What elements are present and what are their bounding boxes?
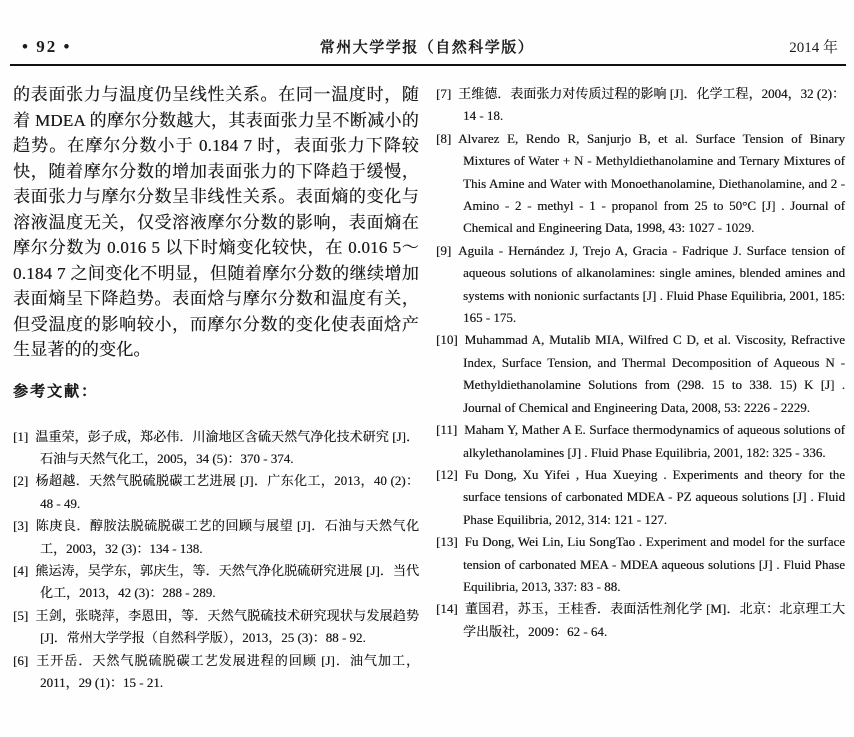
right-column bbox=[436, 78, 845, 694]
reference-item bbox=[13, 470, 419, 515]
reference-item bbox=[13, 515, 419, 560]
reference-text: Maham Y, Mather A E. Surface thermodynamics of aqueous solutions of alkylethanolamines [J] . Fluid Phase Equilibria, 2001, 182: 325 - 336. bbox=[463, 422, 845, 460]
references-list-right bbox=[436, 83, 845, 643]
reference-number: [8] bbox=[436, 130, 452, 146]
reference-item bbox=[436, 83, 845, 128]
reference-item bbox=[436, 240, 845, 330]
reference-item bbox=[436, 419, 845, 464]
reference-text: Fu Dong, Xu Yifei , Hua Xueying . Experiments and theory for the surface tensions of carbonated MDEA - PZ aqueous solutions [J] . Fluid Phase Equilibria, 2012, 314: 121 - 127. bbox=[463, 466, 845, 527]
reference-text: 温重荣，彭子成，郑必伟．川渝地区含硫天然气净化技术研究 [J]．石油与天然气化工，2005，34 (5)：370 - 374. bbox=[35, 428, 419, 466]
reference-text: 陈庚良．醇胺法脱硫脱碳工艺的回顾与展望 [J]．石油与天然气化工，2003，32 (3)：134 - 138. bbox=[35, 518, 419, 556]
reference-text: 杨超越．天然气脱硫脱碳工艺进展 [J]．广东化工，2013，40 (2)：48 - 49. bbox=[35, 473, 419, 511]
reference-text: 王维德．表面张力对传质过程的影响 [J]．化学工程，2004，32 (2)：14 - 18. bbox=[458, 86, 845, 124]
journal-title: 常州大学学报（自然科学版） bbox=[319, 40, 535, 56]
reference-text: Muhammad A, Mutalib MIA, Wilfred C D, et al. Viscosity, Refractive Index, Surface Tension, and Thermal Decomposition of Aqueous N - Methyldiethanolamine Solutions from (298. 15 to 338. 15) K [J] . Journal of Chemical and Engineering Data, 2008, 53: 2226 - 2229. bbox=[463, 332, 845, 415]
reference-number: [10] bbox=[436, 332, 458, 348]
references-list-left bbox=[13, 426, 419, 695]
reference-item bbox=[13, 426, 419, 471]
reference-text: 王剑，张晓萍，李恩田，等．天然气脱硫技术研究现状与发展趋势 [J]．常州大学学报（自然科学版），2013，25 (3)：88 - 92. bbox=[35, 607, 419, 646]
reference-item bbox=[436, 464, 845, 531]
reference-text: 董国君，苏玉，王桂香．表面活性剂化学 [M]．北京：北京理工大学出版社，2009：62 - 64. bbox=[463, 601, 845, 639]
left-column bbox=[13, 78, 419, 694]
reference-number: [9] bbox=[436, 242, 452, 258]
reference-number: [4] bbox=[13, 562, 29, 578]
reference-item bbox=[436, 329, 845, 419]
reference-number: [11] bbox=[436, 422, 458, 438]
reference-text: Aguila - Hernández J, Trejo A, Gracia - Fadrique J. Surface tension of aqueous solutions of alkanolamines: single amines, blended amines and systems with nonionic surfactants [J] . Fluid Phase Equilibria, 2001, 185: 165 - 175. bbox=[458, 242, 845, 326]
reference-item bbox=[13, 650, 419, 695]
page-number: • 92 • bbox=[22, 37, 72, 56]
page-header bbox=[0, 0, 854, 64]
reference-text: Alvarez E, Rendo R, Sanjurjo B, et al. Surface Tension of Binary Mixtures of Water + N - Methyldiethanolamine and Ternary Mixtures of This Amine and Water with Monoethanolamine, Diethanolamine, and 2 - Amino - 2 - methyl - 1 - propanol from 25 to 50°C [J] . Journal of Chemical and Engineering Data, 1998, 43: 1027 - 1029. bbox=[458, 130, 845, 236]
publication-year: 2014 年 bbox=[789, 40, 838, 56]
reference-number: [2] bbox=[13, 473, 29, 489]
reference-number: [6] bbox=[13, 652, 29, 668]
reference-text: 王开岳．天然气脱硫脱碳工艺发展进程的回顾 [J]．油气加工，2011，29 (1)：15 - 21. bbox=[35, 652, 419, 690]
reference-item bbox=[13, 605, 419, 650]
reference-number: [14] bbox=[436, 601, 458, 617]
reference-item bbox=[436, 531, 845, 598]
reference-text: Fu Dong, Wei Lin, Liu SongTao . Experiment and model for the surface tension of carbonated MEA - MDEA aqueous solutions [J] . Fluid Phase Equilibria, 2013, 337: 83 - 88. bbox=[463, 534, 845, 594]
reference-number: [1] bbox=[13, 428, 29, 444]
reference-number: [3] bbox=[13, 518, 29, 534]
reference-item bbox=[436, 598, 845, 643]
references-heading: 参考文献： bbox=[13, 383, 99, 400]
content-columns bbox=[0, 66, 854, 694]
reference-number: [12] bbox=[436, 466, 458, 482]
reference-text: 熊运涛，吴学东，郭庆生，等．天然气净化脱硫研究进展 [J]．当代化工，2013，42 (3)：288 - 289. bbox=[35, 562, 419, 601]
body-paragraph: 的表面张力与温度仍呈线性关系。在同一温度时，随着 MDEA 的摩尔分数越大，其表面张力呈不断减小的趋势。在摩尔分数小于 0.184 7 时，表面张力下降较快，随着摩尔分数的增加表面张力的下降趋于缓慢，表面张力与摩尔分数呈非线性关系。表面熵的变化与溶液温度无关，仅受溶液摩尔分数的影响，表面熵在摩尔分数为 0.016 5 以下时熵变化较快，在 0.016 5～0.184 7 之间变化不明显，但随着摩尔分数的继续增加表面熵呈下降趋势。表面焓与摩尔分数和温度有关，但受温度的影响较小，而摩尔分数的变化使表面焓产生显著的的变化。 bbox=[13, 85, 419, 359]
reference-number: [5] bbox=[13, 607, 29, 623]
reference-number: [13] bbox=[436, 534, 458, 550]
reference-number: [7] bbox=[436, 86, 452, 101]
reference-item bbox=[436, 128, 845, 240]
reference-item bbox=[13, 560, 419, 605]
